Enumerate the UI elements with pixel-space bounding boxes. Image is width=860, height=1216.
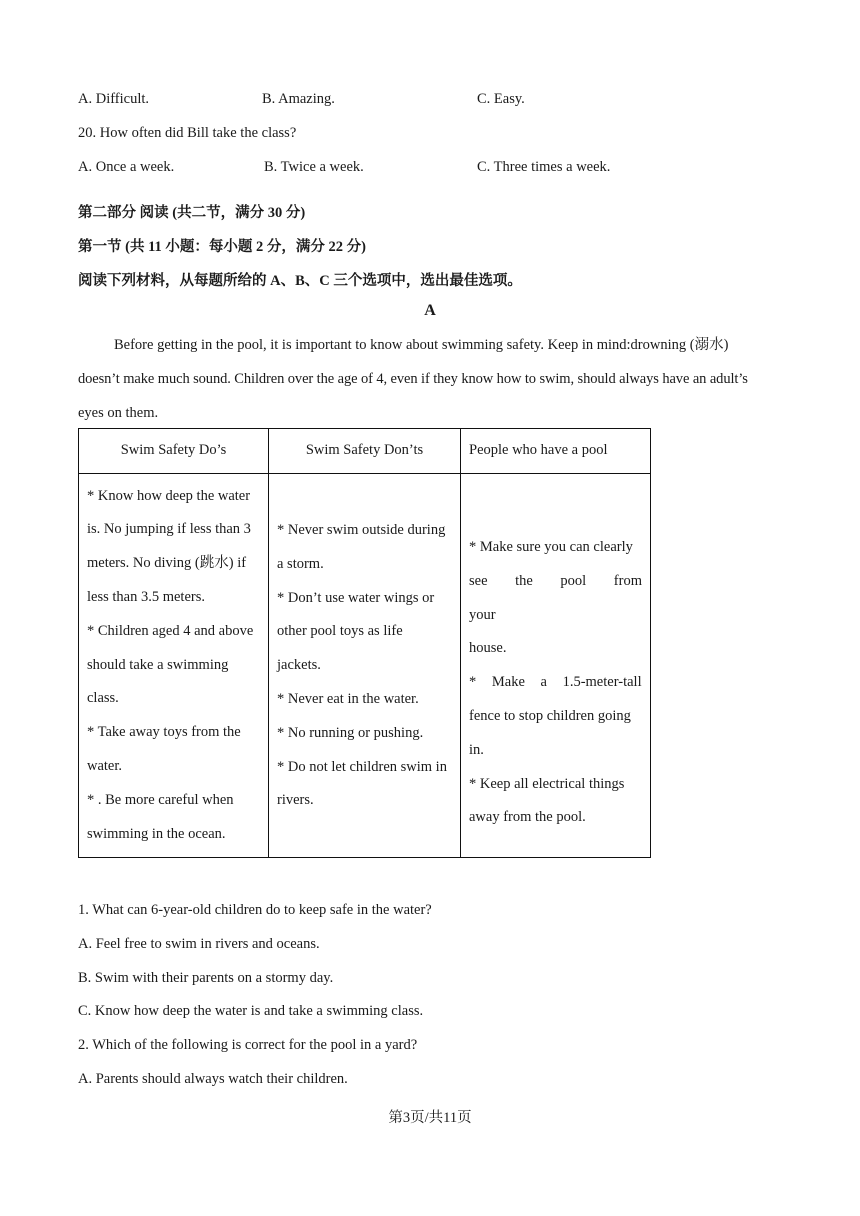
header-pool-owners: People who have a pool (461, 429, 651, 474)
dos-line: * . Be more careful when (87, 791, 234, 808)
passage-line-1: Before getting in the pool, it is important to know about swimming safety. Keep in mind:drowning (溺水) (114, 337, 729, 353)
dos-line: meters. No diving (跳水) if (87, 555, 247, 572)
q19-option-b: B. Amazing. (262, 91, 335, 107)
part2-heading: 第二部分 阅读 (共二节，满分 30 分) (78, 205, 306, 221)
dos-line: * Children aged 4 and above (87, 622, 254, 639)
q2-option-a: A. Parents should always watch their children. (78, 1071, 348, 1087)
dos-line: less than 3.5 meters. (87, 589, 205, 605)
donts-line: * Don’t use water wings or (277, 589, 435, 606)
q1-option-a: A. Feel free to swim in rivers and oceans. (78, 936, 320, 952)
q20-option-a: A. Once a week. (78, 159, 175, 175)
header-donts: Swim Safety Don’ts (269, 429, 461, 474)
q1-question: 1. What can 6-year-old children do to keep safe in the water? (78, 902, 432, 918)
donts-line: * Never swim outside during (277, 522, 446, 538)
passage-intro (78, 328, 782, 430)
q20-question: 20. How often did Bill take the class? (78, 125, 297, 141)
pool-line: * Make a 1.5-meter-tall (469, 674, 642, 691)
table-header-row (79, 429, 651, 474)
dos-line: * Take away toys from the (87, 724, 241, 741)
cell-donts (269, 474, 461, 858)
pool-line: * Make sure you can clearly (469, 539, 633, 555)
pool-line: house. (469, 640, 507, 657)
donts-line: rivers. (277, 792, 314, 809)
passage-line-3: eyes on them. (78, 405, 159, 421)
passage-letter: A (424, 302, 436, 319)
reading-instructions: 阅读下列材料，从每题所给的 A、B、C 三个选项中，选出最佳选项。 (78, 273, 522, 289)
q20-option-c: C. Three times a week. (477, 159, 611, 175)
header-dos: Swim Safety Do’s (79, 429, 269, 474)
pool-line: away from the pool. (469, 809, 586, 826)
page-number: 第3页/共11页 (388, 1110, 472, 1126)
cell-pool-owners (461, 474, 651, 858)
dos-line: should take a swimming (87, 656, 229, 673)
dos-line: is. No jumping if less than 3 (87, 521, 251, 538)
dos-line: water. (87, 757, 123, 774)
donts-line: * Do not let children swim in (277, 758, 447, 775)
swim-safety-table (78, 428, 651, 858)
donts-line: a storm. (277, 555, 324, 572)
q2-question: 2. Which of the following is correct for the pool in a yard? (78, 1037, 418, 1053)
donts-line: other pool toys as life (277, 623, 403, 640)
donts-line: jackets. (277, 657, 321, 674)
dos-line: swimming in the ocean. (87, 825, 226, 842)
pool-line: in. (469, 741, 484, 758)
q19-option-a: A. Difficult. (78, 91, 150, 107)
donts-line: * Never eat in the water. (277, 690, 419, 707)
passage-line-2: doesn’t make much sound. Children over the age of 4, even if they know how to swim, should always have an adult’s (78, 371, 748, 387)
cell-dos (79, 474, 269, 858)
pool-line: see the pool from your (469, 572, 642, 623)
q1-option-c: C. Know how deep the water is and take a swimming class. (78, 1003, 424, 1019)
q19-option-c: C. Easy. (477, 91, 525, 107)
pool-line: fence to stop children going (469, 707, 631, 724)
donts-line: * No running or pushing. (277, 724, 424, 741)
section1-heading: 第一节 (共 11 小题：每小题 2 分，满分 22 分) (78, 239, 366, 255)
dos-line: * Know how deep the water (87, 487, 251, 504)
q20-option-b: B. Twice a week. (264, 159, 364, 175)
pool-line: * Keep all electrical things (469, 775, 625, 792)
dos-line: class. (87, 690, 119, 707)
q1-option-b: B. Swim with their parents on a stormy day. (78, 970, 334, 986)
table-body-row (79, 474, 651, 858)
